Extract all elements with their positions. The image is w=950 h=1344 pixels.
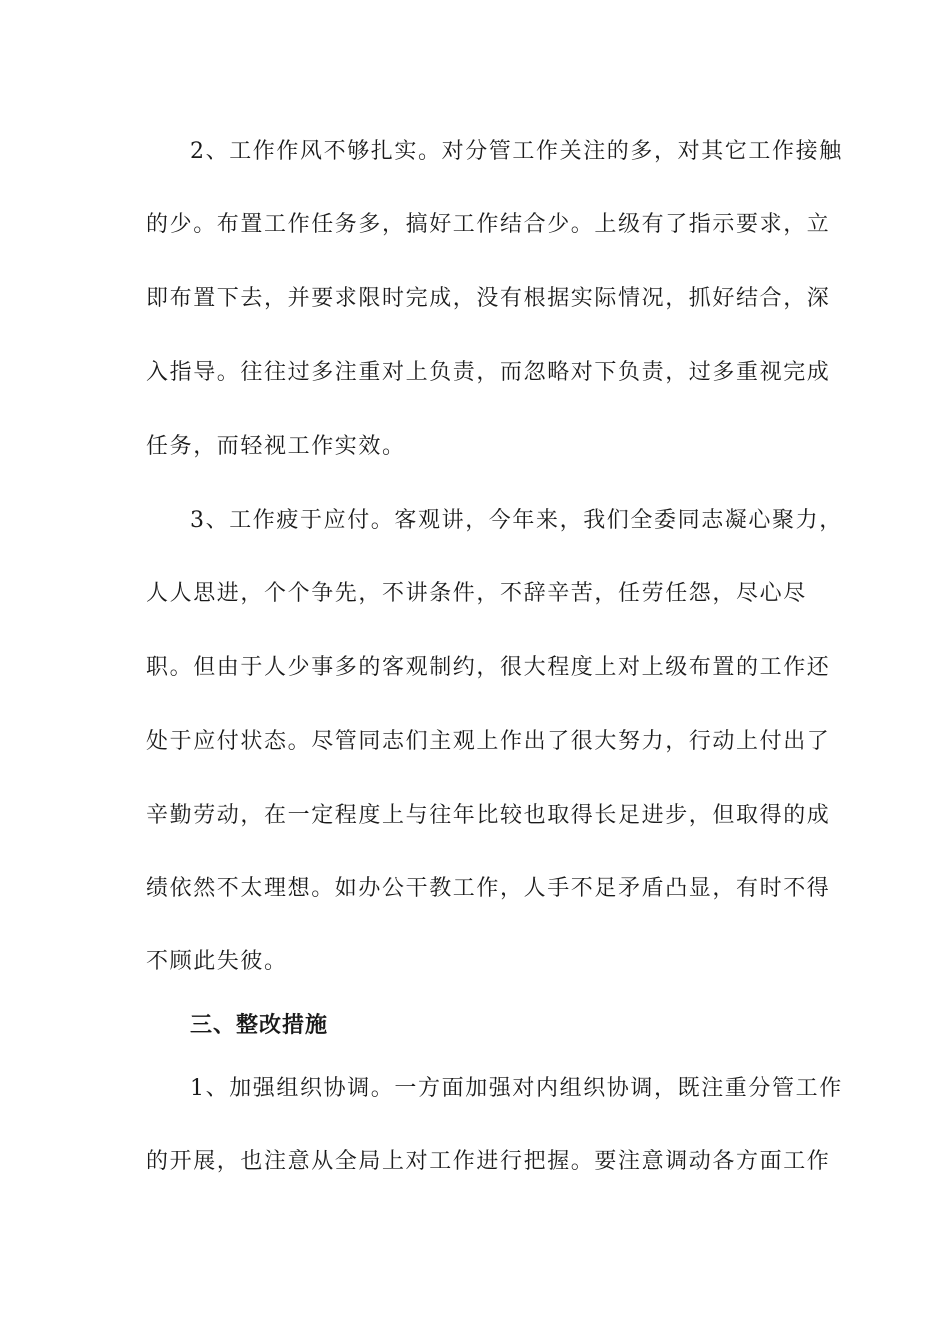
paragraph-3-line-5: 辛勤劳动，在一定程度上与往年比较也取得长足进步，但取得的成 [146,803,831,828]
paragraph-3-line-3: 职。但由于人少事多的客观制约，很大程度上对上级布置的工作还 [146,655,831,680]
paragraph-3-line-2: 人人思进，个个争先，不讲条件，不辞辛苦，任劳任怨，尽心尽 [146,581,807,606]
paragraph-2-line-4: 入指导。往往过多注重对上负责，而忽略对下负责，过多重视完成 [146,360,831,385]
paragraph-2-line-3: 即布置下去，并要求限时完成，没有根据实际情况，抓好结合，深 [146,286,831,311]
paragraph-3-line-1: 3、工作疲于应付。客观讲，今年来，我们全委同志凝心聚力， [190,508,843,533]
paragraph-2-line-5: 任务，而轻视工作实效。 [146,434,406,459]
paragraph-3-line-7: 不顾此失彼。 [146,949,288,974]
paragraph-2-line-1: 2、工作作风不够扎实。对分管工作关注的多，对其它工作接触 [190,139,843,164]
section-heading: 三、整改措施 [190,1013,329,1038]
paragraph-3-line-6: 绩依然不太理想。如办公干教工作，人手不足矛盾凸显，有时不得 [146,876,831,901]
paragraph-2-line-2: 的少。布置工作任务多，搞好工作结合少。上级有了指示要求，立 [146,212,831,237]
paragraph-3-line-4: 处于应付状态。尽管同志们主观上作出了很大努力，行动上付出了 [146,729,831,754]
paragraph-4-line-2: 的开展，也注意从全局上对工作进行把握。要注意调动各方面工作 [146,1149,831,1174]
paragraph-4-line-1: 1、加强组织协调。一方面加强对内组织协调，既注重分管工作 [190,1076,843,1101]
